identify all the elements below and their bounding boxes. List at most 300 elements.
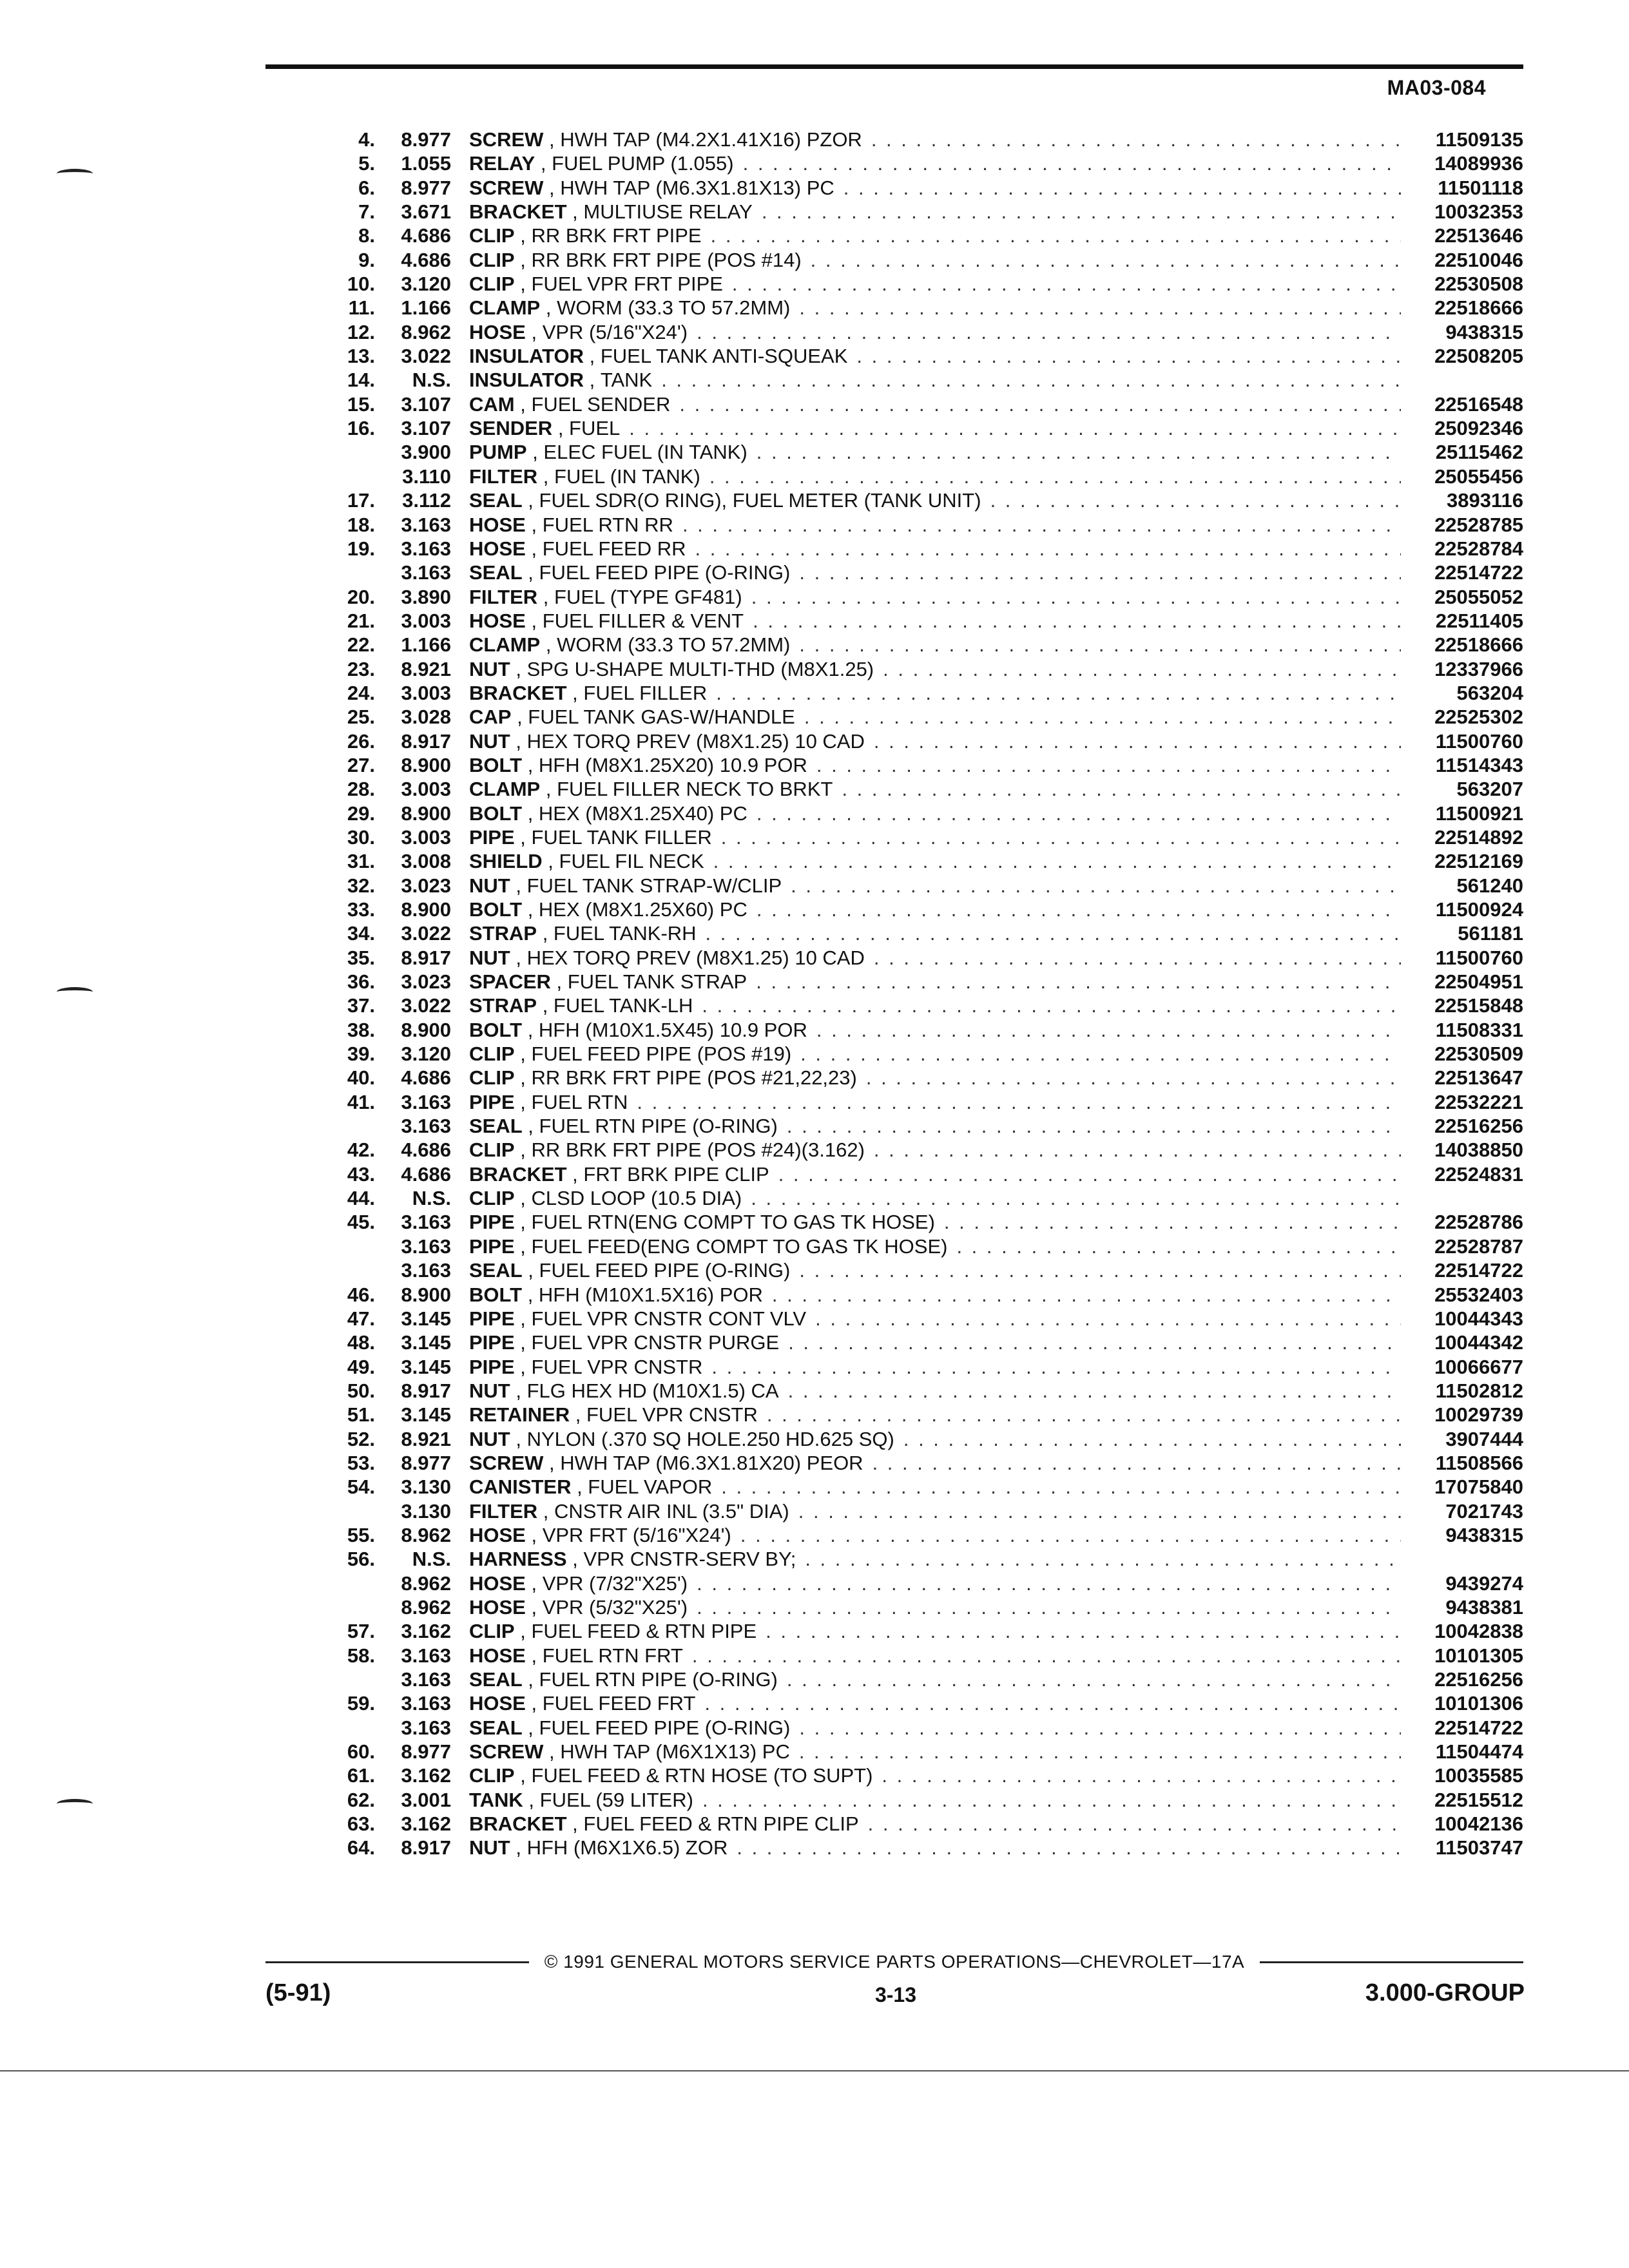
part-row	[303, 753, 1523, 777]
description-separator: ,	[566, 1548, 584, 1571]
group-number: 3.163	[401, 513, 451, 536]
part-number: 22528786	[1434, 1211, 1523, 1234]
description-separator: ,	[525, 1692, 543, 1715]
part-row	[303, 1667, 1523, 1691]
part-row	[303, 1258, 1523, 1282]
part-name: HOSE	[469, 1571, 526, 1595]
group-number: 3.008	[401, 850, 451, 873]
part-spec: HEX (M8X1.25X40) PC	[538, 802, 747, 825]
ref-number: 58.	[347, 1644, 375, 1667]
group-number: 3.001	[401, 1788, 451, 1811]
part-description	[469, 1619, 1407, 1643]
part-number: 10029739	[1434, 1403, 1523, 1427]
description-separator: ,	[525, 609, 543, 632]
part-number: 22528787	[1434, 1235, 1523, 1258]
part-spec: NYLON (.370 SQ HOLE.250 HD.625 SQ)	[526, 1427, 894, 1450]
part-spec: FUEL TANK STRAP-W/CLIP	[526, 874, 782, 897]
part-number: 561240	[1456, 874, 1523, 897]
part-spec: FUEL FEED(ENG COMPT TO GAS TK HOSE)	[531, 1235, 948, 1258]
part-number: 22513646	[1434, 224, 1523, 247]
dot-leader	[706, 921, 1401, 945]
ref-number: 7.	[358, 200, 375, 224]
part-number: 7021743	[1445, 1499, 1523, 1523]
description-separator: ,	[514, 1620, 532, 1643]
description-separator: ,	[552, 417, 570, 440]
part-name: CLIP	[469, 273, 515, 296]
part-description	[469, 609, 1407, 633]
part-spec: FUEL TANK FILLER	[531, 825, 712, 849]
part-description	[469, 802, 1407, 825]
ref-number: 59.	[347, 1692, 375, 1715]
dot-leader	[868, 1812, 1401, 1836]
group-number: 8.900	[401, 802, 451, 825]
part-name: CLIP	[469, 1043, 515, 1066]
group-number: 3.163	[401, 561, 451, 584]
ref-number: 16.	[347, 417, 375, 440]
ref-number: 15.	[347, 392, 375, 416]
part-number: 22514722	[1434, 1259, 1523, 1282]
part-spec: FUEL RTN PIPE (O-RING)	[539, 1115, 778, 1138]
part-number: 563204	[1456, 681, 1523, 704]
part-spec: TANK	[600, 369, 653, 392]
description-separator: ,	[522, 1283, 539, 1306]
part-name: CLIP	[469, 1620, 515, 1643]
dot-leader	[874, 1138, 1401, 1162]
part-row	[303, 1235, 1523, 1258]
description-separator: ,	[540, 296, 557, 320]
dot-leader	[903, 1427, 1401, 1451]
group-number: 8.917	[401, 729, 451, 753]
part-spec: HWH TAP (M4.2X1.41X16) PZOR	[560, 128, 862, 151]
ref-number: 19.	[347, 537, 375, 560]
part-number: 22530509	[1434, 1043, 1523, 1066]
part-spec: FUEL SDR(O RING), FUEL METER (TANK UNIT)	[539, 489, 981, 512]
part-spec: FUEL (TYPE GF481)	[554, 585, 742, 608]
ref-number: 6.	[358, 176, 375, 199]
part-row	[303, 320, 1523, 344]
dot-leader	[679, 392, 1401, 416]
footer-rule-right	[1260, 1961, 1523, 1963]
part-description	[469, 1788, 1407, 1812]
description-separator: ,	[510, 1427, 527, 1450]
part-row	[303, 609, 1523, 633]
ref-number: 44.	[347, 1187, 375, 1210]
part-number: 11500760	[1435, 729, 1523, 753]
description-separator: ,	[543, 128, 561, 151]
part-spec: FUEL TANK ANTI-SQUEAK	[600, 345, 848, 368]
part-row	[303, 1403, 1523, 1427]
description-separator: ,	[542, 850, 559, 873]
part-number: 563207	[1456, 778, 1523, 801]
part-description	[469, 1114, 1407, 1138]
part-number: 22508205	[1434, 345, 1523, 368]
description-separator: ,	[566, 1162, 584, 1186]
part-row	[303, 849, 1523, 873]
part-row	[303, 1763, 1523, 1787]
part-name: PUMP	[469, 441, 527, 464]
part-spec: VPR (5/32"X25')	[542, 1595, 688, 1619]
group-number: 3.003	[401, 778, 451, 801]
ref-number: 62.	[347, 1788, 375, 1811]
group-number: 8.917	[401, 1836, 451, 1860]
description-separator: ,	[537, 994, 554, 1017]
part-spec: FUEL RTN(ENG COMPT TO GAS TK HOSE)	[531, 1211, 935, 1234]
part-row	[303, 898, 1523, 921]
dot-leader	[702, 994, 1401, 1017]
part-spec: HFH (M10X1.5X45) 10.9 POR	[538, 1018, 807, 1041]
part-name: CLIP	[469, 1139, 515, 1162]
description-separator: ,	[514, 273, 532, 296]
group-number: 3.130	[401, 1499, 451, 1523]
ref-number: 10.	[347, 273, 375, 296]
part-description	[469, 1258, 1407, 1282]
ref-number: 60.	[347, 1740, 375, 1763]
description-separator: ,	[566, 200, 584, 224]
part-description	[469, 1379, 1407, 1403]
part-row	[303, 1379, 1523, 1403]
ref-number: 30.	[347, 825, 375, 849]
header-rule	[265, 64, 1523, 69]
description-separator: ,	[514, 1331, 532, 1354]
part-row	[303, 1427, 1523, 1451]
part-number: 22512169	[1434, 850, 1523, 873]
part-description	[469, 1066, 1407, 1090]
group-number: 4.686	[401, 248, 451, 271]
part-name: NUT	[469, 1427, 510, 1450]
part-name: STRAP	[469, 994, 537, 1017]
description-separator: ,	[522, 489, 539, 512]
part-description	[469, 224, 1407, 247]
part-number: 11509135	[1435, 128, 1523, 151]
description-separator: ,	[537, 465, 555, 488]
part-description	[469, 561, 1407, 584]
description-separator: ,	[522, 561, 539, 584]
group-number: 3.671	[401, 200, 451, 224]
group-number: 3.107	[401, 392, 451, 416]
group-number: 8.917	[401, 1379, 451, 1402]
group-number: 3.163	[401, 1644, 451, 1667]
part-spec: HWH TAP (M6.3X1.81X20) PEOR	[560, 1451, 863, 1474]
part-row	[303, 416, 1523, 440]
dot-leader	[751, 585, 1401, 609]
part-number: 11503747	[1435, 1836, 1523, 1860]
part-number: 10066677	[1434, 1355, 1523, 1378]
dot-leader	[799, 561, 1401, 584]
description-separator: ,	[514, 1090, 532, 1113]
description-separator: ,	[540, 633, 557, 657]
page-bottom-rule	[0, 2070, 1629, 2071]
part-row	[303, 802, 1523, 825]
part-number: 10042838	[1434, 1620, 1523, 1643]
description-separator: ,	[522, 1259, 539, 1282]
dot-leader	[778, 1162, 1401, 1186]
dot-leader	[751, 1186, 1401, 1210]
group-number: 3.028	[401, 706, 451, 729]
part-description	[469, 1427, 1407, 1451]
part-spec: FUEL FILLER	[583, 681, 708, 704]
ref-number: 28.	[347, 778, 375, 801]
part-number: 10044343	[1434, 1307, 1523, 1330]
ref-number: 64.	[347, 1836, 375, 1860]
part-row	[303, 465, 1523, 488]
part-spec: FUEL TANK-RH	[553, 922, 697, 945]
ref-number: 56.	[347, 1548, 375, 1571]
part-number: 22510046	[1434, 248, 1523, 271]
part-number: 22504951	[1434, 970, 1523, 994]
part-row	[303, 1595, 1523, 1619]
part-description	[469, 1138, 1407, 1162]
part-row	[303, 1812, 1523, 1836]
group-number: N.S.	[412, 369, 451, 392]
part-row	[303, 440, 1523, 464]
ref-number: 47.	[347, 1307, 375, 1330]
part-row	[303, 633, 1523, 657]
part-number: 22511405	[1435, 609, 1523, 632]
part-name: SCREW	[469, 1451, 544, 1474]
part-number: 14089936	[1434, 152, 1523, 175]
part-name: NUT	[469, 1379, 510, 1402]
part-name: FILTER	[469, 465, 538, 488]
part-number: 22528785	[1434, 513, 1523, 536]
binder-hole-mark	[57, 1799, 93, 1809]
part-number: 22514722	[1434, 1716, 1523, 1739]
dot-leader	[692, 1644, 1401, 1667]
ref-number: 53.	[347, 1451, 375, 1474]
description-separator: ,	[510, 1379, 527, 1402]
group-number: 3.163	[401, 1090, 451, 1113]
part-description	[469, 368, 1407, 392]
part-description	[469, 657, 1407, 681]
part-name: NUT	[469, 874, 510, 897]
dot-leader	[766, 1619, 1401, 1643]
part-number: 22530508	[1434, 273, 1523, 296]
part-name: BRACKET	[469, 200, 567, 224]
dot-leader	[872, 1451, 1401, 1475]
part-row	[303, 1283, 1523, 1307]
part-row	[303, 777, 1523, 801]
part-row	[303, 1644, 1523, 1667]
part-name: CLIP	[469, 224, 515, 247]
ref-number: 37.	[347, 994, 375, 1017]
description-separator: ,	[543, 176, 561, 199]
part-row	[303, 176, 1523, 200]
part-number: 9439274	[1445, 1571, 1523, 1595]
group-number: 3.003	[401, 609, 451, 632]
description-separator: ,	[566, 1812, 584, 1836]
part-row	[303, 705, 1523, 729]
part-spec: RR BRK FRT PIPE (POS #24)(3.162)	[531, 1139, 865, 1162]
group-number: N.S.	[412, 1187, 451, 1210]
dot-leader	[856, 344, 1401, 368]
part-number: 11500921	[1435, 802, 1523, 825]
part-spec: FUEL FILLER & VENT	[542, 609, 744, 632]
part-description	[469, 200, 1407, 224]
part-spec: FUEL TANK GAS-W/HANDLE	[528, 706, 795, 729]
part-number: 22518666	[1434, 296, 1523, 320]
part-spec: FUEL VPR CNSTR PURGE	[531, 1331, 780, 1354]
ref-number: 51.	[347, 1403, 375, 1427]
ref-number: 46.	[347, 1283, 375, 1306]
part-name: SEAL	[469, 1115, 523, 1138]
part-description	[469, 1162, 1407, 1186]
group-number: 3.120	[401, 273, 451, 296]
ref-number: 32.	[347, 874, 375, 897]
part-number: 22515512	[1434, 1788, 1523, 1811]
part-description	[469, 1235, 1407, 1258]
dot-leader	[990, 488, 1401, 512]
dot-leader	[800, 1042, 1401, 1066]
group-number: 8.977	[401, 176, 451, 199]
part-description	[469, 1186, 1407, 1210]
part-row	[303, 921, 1523, 945]
part-spec: FUEL FILLER NECK TO BRKT	[557, 778, 833, 801]
part-row	[303, 488, 1523, 512]
part-description	[469, 513, 1407, 537]
group-number: 8.977	[401, 1451, 451, 1474]
part-name: PIPE	[469, 825, 515, 849]
document-code: MA03-084	[1387, 76, 1486, 99]
description-separator: ,	[543, 1451, 561, 1474]
ref-number: 22.	[347, 633, 375, 657]
dot-leader	[695, 537, 1401, 561]
part-description	[469, 128, 1407, 151]
group-number: 8.921	[401, 657, 451, 680]
dot-leader	[787, 1667, 1401, 1691]
description-separator: ,	[514, 1139, 532, 1162]
part-description	[469, 416, 1407, 440]
part-row	[303, 1307, 1523, 1331]
dot-leader	[843, 176, 1401, 200]
part-number: 22525302	[1434, 706, 1523, 729]
group-number: 3.130	[401, 1475, 451, 1499]
part-spec: WORM (33.3 TO 57.2MM)	[557, 296, 791, 320]
part-name: HOSE	[469, 1644, 526, 1667]
part-spec: HWH TAP (M6X1X13) PC	[560, 1740, 790, 1763]
part-spec: FUEL FEED PIPE (POS #19)	[531, 1043, 792, 1066]
part-row	[303, 224, 1523, 247]
description-separator: ,	[510, 657, 527, 680]
dot-leader	[944, 1210, 1401, 1234]
ref-number: 52.	[347, 1427, 375, 1450]
ref-number: 61.	[347, 1764, 375, 1787]
part-name: SENDER	[469, 417, 553, 440]
part-spec: VPR CNSTR-SERV BY;	[583, 1548, 796, 1571]
part-name: BOLT	[469, 1283, 523, 1306]
dot-leader	[804, 705, 1401, 729]
part-number: 10044342	[1434, 1331, 1523, 1354]
dot-leader	[842, 777, 1401, 801]
dot-leader	[637, 1090, 1401, 1114]
part-number: 22516548	[1434, 392, 1523, 416]
part-row	[303, 1066, 1523, 1090]
part-name: SPACER	[469, 970, 551, 994]
part-name: SEAL	[469, 1716, 523, 1739]
group-number: 3.162	[401, 1812, 451, 1836]
part-name: PIPE	[469, 1235, 515, 1258]
part-name: STRAP	[469, 922, 537, 945]
part-number: 10032353	[1434, 200, 1523, 224]
description-separator: ,	[514, 1764, 532, 1787]
dot-leader	[871, 128, 1401, 151]
part-number: 9438315	[1445, 320, 1523, 343]
part-name: PIPE	[469, 1331, 515, 1354]
part-description	[469, 1307, 1407, 1331]
part-number: 22518666	[1434, 633, 1523, 657]
description-separator: ,	[525, 1595, 543, 1619]
part-number: 11514343	[1435, 753, 1523, 776]
description-separator: ,	[522, 1716, 539, 1739]
part-number: 10101305	[1434, 1644, 1523, 1667]
description-separator: ,	[514, 1066, 532, 1090]
group-number: 8.900	[401, 1283, 451, 1306]
part-spec: HFH (M10X1.5X16) POR	[538, 1283, 763, 1306]
part-description	[469, 1403, 1407, 1427]
part-row	[303, 1090, 1523, 1114]
ref-number: 49.	[347, 1355, 375, 1378]
footer-copyright-line	[265, 1949, 1523, 1975]
group-number: 3.145	[401, 1331, 451, 1354]
part-spec: FUEL VAPOR	[588, 1475, 713, 1499]
part-row	[303, 1018, 1523, 1042]
part-spec: HWH TAP (M6.3X1.81X13) PC	[560, 176, 834, 199]
part-number: 22513647	[1434, 1066, 1523, 1090]
part-name: SEAL	[469, 561, 523, 584]
part-number: 22514722	[1434, 561, 1523, 584]
ref-number: 41.	[347, 1090, 375, 1113]
part-row	[303, 1042, 1523, 1066]
part-number: 25092346	[1434, 417, 1523, 440]
part-description	[469, 777, 1407, 801]
part-spec: SPG U-SHAPE MULTI-THD (M8X1.25)	[526, 657, 874, 680]
dot-leader	[798, 1499, 1401, 1523]
group-number: 4.686	[401, 224, 451, 247]
ref-number: 40.	[347, 1066, 375, 1090]
part-description	[469, 440, 1407, 464]
dot-leader	[629, 416, 1401, 440]
part-description	[469, 946, 1407, 970]
part-number: 561181	[1458, 922, 1523, 945]
dot-leader	[716, 681, 1401, 705]
group-number: 8.962	[401, 1595, 451, 1619]
group-number: 3.022	[401, 922, 451, 945]
copyright-text: © 1991 GENERAL MOTORS SERVICE PARTS OPERATIONS—CHEVROLET—17A	[544, 1952, 1245, 1972]
part-row	[303, 1691, 1523, 1715]
part-description	[469, 705, 1407, 729]
group-number: 3.163	[401, 1668, 451, 1691]
description-separator: ,	[525, 537, 543, 560]
part-name: CLIP	[469, 248, 515, 271]
group-number: 3.145	[401, 1403, 451, 1427]
part-description	[469, 1018, 1407, 1042]
description-separator: ,	[525, 1571, 543, 1595]
ref-number: 18.	[347, 513, 375, 536]
part-name: FILTER	[469, 1499, 538, 1523]
dot-leader	[805, 1547, 1401, 1571]
part-description	[469, 1644, 1407, 1667]
part-name: HOSE	[469, 320, 526, 343]
part-spec: FUEL VPR CNSTR	[531, 1355, 703, 1378]
ref-number: 4.	[358, 128, 375, 151]
part-description	[469, 1042, 1407, 1066]
part-number: 17075840	[1434, 1475, 1523, 1499]
dot-leader	[732, 272, 1401, 296]
part-description	[469, 633, 1407, 657]
part-description	[469, 151, 1407, 175]
dot-leader	[757, 898, 1401, 921]
description-separator: ,	[522, 753, 539, 776]
dot-leader	[753, 609, 1401, 633]
part-number: 22516256	[1434, 1668, 1523, 1691]
